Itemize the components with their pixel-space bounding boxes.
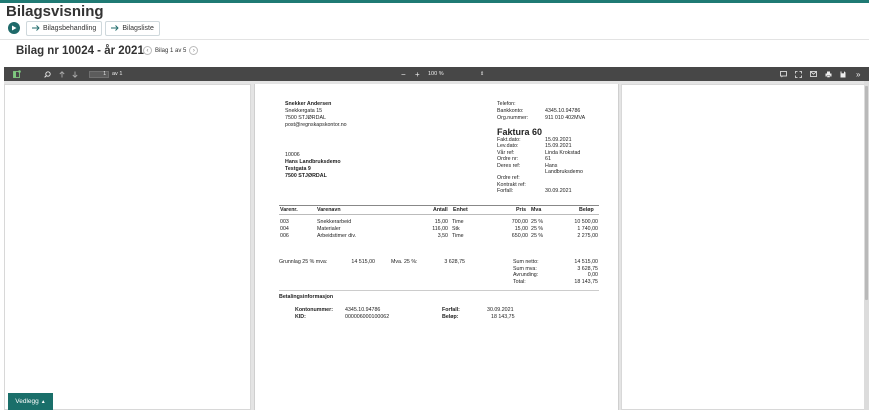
prev-bilag-button[interactable] <box>143 46 152 55</box>
main-toolbar <box>8 20 160 36</box>
column-varenavn: Varenavn <box>317 207 341 213</box>
invoice-meta-value: Linda Krokstad <box>545 149 581 156</box>
left-panel <box>4 84 251 410</box>
line-belop: 10 500,00 <box>574 219 598 225</box>
bilagsliste-button[interactable] <box>105 21 160 36</box>
line-antall: 15,00 <box>434 219 448 225</box>
total-label: Avrunding: <box>513 272 539 278</box>
customer-city: 7500 STJØRDAL <box>285 173 327 179</box>
save-button[interactable] <box>840 67 846 81</box>
find-button[interactable] <box>44 67 51 81</box>
line-mva: 25 % <box>531 233 544 239</box>
app-title: Bilagsvisning <box>6 3 104 20</box>
sidebar-toggle-icon <box>13 70 21 78</box>
mail-icon <box>810 71 817 77</box>
invoice-meta-label: Forfall: <box>497 188 514 195</box>
total-label: Sum mva: <box>513 265 537 272</box>
double-chevron-right-icon: » <box>856 69 861 79</box>
comment-icon <box>780 71 787 78</box>
payment-account-label: Kontonummer: <box>295 307 333 313</box>
page-number-input[interactable]: 1 <box>89 71 109 78</box>
total-label: Total: <box>513 278 526 285</box>
payment-kid-value: 000006000100062 <box>345 314 390 320</box>
play-icon <box>11 25 17 31</box>
customer-street: Testgata 9 <box>285 166 311 172</box>
line-mva: 25 % <box>531 226 544 232</box>
sender-name: Snekker Andersen <box>285 101 332 107</box>
invoice-page <box>254 84 619 410</box>
email-button[interactable] <box>810 67 817 81</box>
line-enhet: Time <box>452 219 464 225</box>
line-varenr: 003 <box>280 219 289 225</box>
vat-base-value: 14 515,00 <box>351 259 375 265</box>
fullscreen-icon <box>795 71 802 78</box>
column-mva: Mva <box>531 207 542 213</box>
previous-page-button[interactable] <box>59 67 65 81</box>
sidebar-toggle-button[interactable] <box>13 67 21 81</box>
fullscreen-button[interactable] <box>795 67 802 81</box>
line-varenavn: Arbeidstimer div. <box>317 233 357 239</box>
search-icon <box>44 71 51 78</box>
page-title: Bilag nr 10024 - år 2021 <box>16 45 144 57</box>
chevron-left-icon: ‹ <box>146 47 149 54</box>
next-bilag-button[interactable] <box>189 46 198 55</box>
invoice-meta-value: Landbruksdemo <box>545 169 583 175</box>
payment-account-value: 4345.10.94786 <box>345 307 381 313</box>
invoice-meta-label: Ordre ref: <box>497 175 520 182</box>
column-pris: Pris <box>516 207 527 213</box>
sender-info-value: 911 010 402MVA <box>545 115 586 121</box>
bilag-pager <box>143 46 198 55</box>
line-belop: 1 740,00 <box>577 226 598 232</box>
pdf-toolbar <box>4 67 869 81</box>
bilagsbehandling-label: Bilagsbehandling <box>43 24 97 32</box>
print-button[interactable] <box>825 67 832 81</box>
invoice-meta-value: 15.09.2021 <box>545 143 572 150</box>
invoice-meta-label: Kontrakt ref: <box>497 181 526 188</box>
table-header-rule <box>279 214 599 215</box>
vat-value: 3 628,75 <box>444 259 465 265</box>
select-arrows-icon: ⇕ <box>480 71 485 77</box>
invoice-meta-value: 15.09.2021 <box>545 137 572 143</box>
page-total: av 1 <box>112 71 123 77</box>
play-button[interactable] <box>8 22 20 34</box>
sender-email: post@regnskapskontor.no <box>285 122 347 128</box>
customer-number: 10006 <box>285 152 300 158</box>
column-enhet: Enhet <box>453 207 468 213</box>
total-value: 3 628,75 <box>577 265 598 272</box>
invoice-meta-value: 61 <box>545 156 551 163</box>
invoice-meta-value: Hans <box>545 162 558 169</box>
line-pris: 700,00 <box>511 219 528 225</box>
caret-up-icon: ▲ <box>40 398 46 405</box>
sender-info-value: 4345.10.94786 <box>545 108 581 114</box>
arrow-right-icon <box>32 25 40 31</box>
sender-street: Snekkergata 15 <box>285 108 323 114</box>
zoom-value: 100 % <box>428 71 444 77</box>
payment-amount-value: 18 143,75 <box>491 314 515 320</box>
arrow-right-icon <box>111 25 119 31</box>
invoice-meta-label: Fakt.dato: <box>497 137 521 143</box>
invoice-meta-label: Deres ref: <box>497 162 521 169</box>
line-varenr: 004 <box>280 226 289 232</box>
vedlegg-label: Vedlegg <box>15 398 39 405</box>
line-varenavn: Snekkerarbeid <box>317 219 352 225</box>
line-mva: 25 % <box>531 219 544 225</box>
line-antall: 3,50 <box>437 233 448 239</box>
payment-kid-label: KID: <box>295 314 306 320</box>
line-antall: 116,00 <box>432 226 448 232</box>
zoom-select[interactable] <box>428 67 488 81</box>
right-panel <box>621 84 868 410</box>
payment-due-value: 30.09.2021 <box>487 307 514 313</box>
payment-rule <box>279 290 599 291</box>
bilagsliste-label: Bilagsliste <box>122 24 154 32</box>
sender-city: 7500 STJØRDAL <box>285 115 326 121</box>
column-antall: Antall <box>433 207 448 213</box>
vedlegg-tab[interactable] <box>8 393 53 410</box>
arrow-up-icon <box>59 71 65 78</box>
viewer-scrollbar-thumb[interactable] <box>865 86 868 300</box>
invoice-meta-value: 30.09.2021 <box>545 188 572 195</box>
invoice-meta-label: Lev.dato: <box>497 143 519 150</box>
invoice-meta-label: Vår ref: <box>497 149 515 156</box>
column-belop: Beløp <box>579 207 594 213</box>
arrow-down-icon <box>72 71 78 78</box>
pager-text: Bilag 1 av 5 <box>155 47 187 54</box>
customer-name: Hans Landbruksdemo <box>285 159 341 165</box>
total-value: 14 515,00 <box>574 259 598 265</box>
column-varenr: Varenr. <box>280 207 298 213</box>
line-varenavn: Materialer <box>317 226 341 232</box>
chevron-right-icon: › <box>192 47 195 54</box>
vat-base-label: Grunnlag 25 % mva: <box>279 259 328 265</box>
total-value: 0,00 <box>587 272 598 278</box>
table-top-rule <box>279 205 599 206</box>
total-label: Sum netto: <box>513 259 539 265</box>
header-divider <box>0 39 869 40</box>
line-enhet: Stk <box>452 226 460 232</box>
payment-heading: Betalingsinformasjon <box>279 294 334 300</box>
zoom-out-button[interactable]: − <box>401 69 406 79</box>
invoice-meta-label: Ordre nr: <box>497 156 519 163</box>
line-varenr: 006 <box>280 233 289 239</box>
comment-button[interactable] <box>780 67 787 81</box>
more-tools-button[interactable] <box>856 67 860 81</box>
line-enhet: Time <box>452 233 464 239</box>
line-belop: 2 275,00 <box>577 233 598 239</box>
bilagsbehandling-button[interactable] <box>26 21 102 36</box>
line-pris: 650,00 <box>511 233 528 239</box>
sender-info-label: Telefon: <box>497 101 516 107</box>
save-icon <box>840 71 846 78</box>
sender-info-label: Org.nummer: <box>497 115 529 121</box>
vat-label: Mva. 25 %: <box>391 259 418 265</box>
total-value: 18 143,75 <box>574 278 598 285</box>
zoom-in-button[interactable]: + <box>415 69 420 79</box>
print-icon <box>825 71 832 78</box>
payment-due-label: Forfall: <box>442 307 460 313</box>
payment-amount-label: Beløp: <box>442 314 459 320</box>
line-pris: 15,00 <box>514 226 528 232</box>
next-page-button[interactable] <box>72 67 78 81</box>
invoice-title: Faktura 60 <box>497 127 543 137</box>
app-top-accent <box>0 0 869 3</box>
sender-info-label: Bankkonto: <box>497 108 524 114</box>
